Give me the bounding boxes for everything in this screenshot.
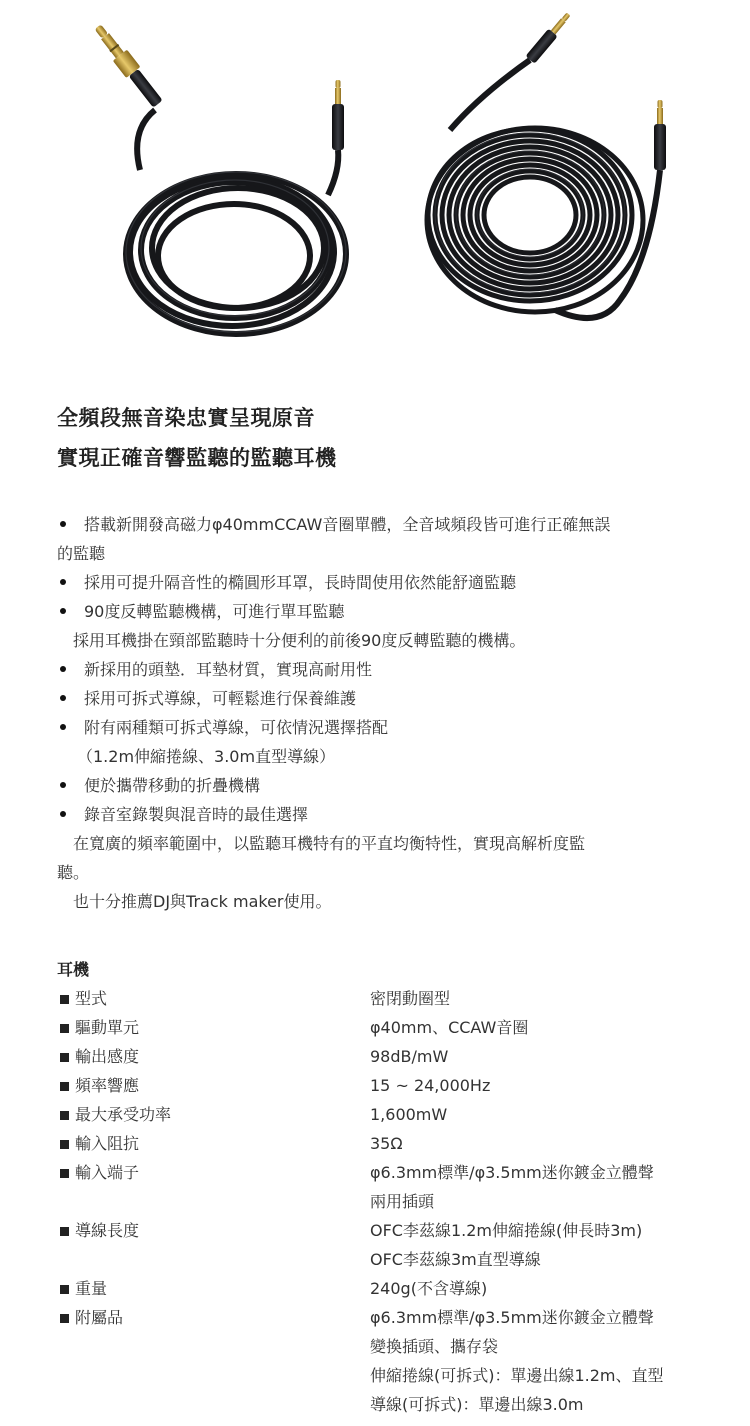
feature-item: 90度反轉監聽機構，可進行單耳監聽	[57, 597, 707, 626]
spec-value-cell	[370, 1274, 717, 1303]
square-bullet-icon	[60, 995, 69, 1004]
spec-value-cell	[370, 1100, 717, 1129]
feature-item: 附有兩種類可拆式導線，可依情況選擇搭配	[57, 713, 707, 742]
spec-row	[57, 1071, 717, 1100]
spec-row	[57, 1013, 717, 1042]
spec-label: 重量	[75, 1279, 108, 1298]
feature-note: 採用耳機掛在頸部監聽時十分便利的前後90度反轉監聽的機構。	[73, 631, 526, 650]
feature-text-cont: 的監聽	[57, 544, 106, 563]
spec-value-cell	[370, 1158, 717, 1216]
feature-item: 採用可提升隔音性的橢圓形耳罩，長時間使用依然能舒適監聽	[57, 568, 707, 597]
spec-value-cell	[370, 1129, 717, 1158]
square-bullet-icon	[60, 1140, 69, 1149]
spec-label-cell	[57, 1013, 370, 1042]
square-bullet-icon	[60, 1024, 69, 1033]
spec-title: 耳機	[57, 960, 90, 979]
spec-row	[57, 1303, 717, 1419]
square-bullet-icon	[60, 1314, 69, 1323]
spec-label: 輸入阻抗	[75, 1134, 140, 1153]
spec-value-cell	[370, 1071, 717, 1100]
spec-value: 35Ω	[370, 1134, 403, 1153]
spec-label: 驅動單元	[75, 1018, 140, 1037]
spec-row	[57, 1129, 717, 1158]
paragraph-text-cont: 聽。	[57, 863, 90, 882]
spec-label-cell	[57, 1303, 370, 1419]
spec-value-cell	[370, 1216, 717, 1274]
spec-value: φ6.3mm標準/φ3.5mm迷你鍍金立體聲	[370, 1308, 654, 1327]
product-image-cables	[0, 0, 750, 360]
spec-value-cell	[370, 1303, 717, 1419]
square-bullet-icon	[60, 1285, 69, 1294]
straight-cable-image	[91, 21, 346, 334]
cables-illustration	[0, 0, 750, 360]
feature-item: 新採用的頭墊．耳墊材質，實現高耐用性	[57, 655, 707, 684]
headline-line-2: 實現正確音響監聽的監聽耳機	[57, 446, 337, 470]
spec-label-cell	[57, 1158, 370, 1216]
square-bullet-icon	[60, 1053, 69, 1062]
feature-paragraph: 也十分推薦DJ與Track maker使用。	[73, 892, 332, 911]
feature-text: 搭載新開發高磁力φ40mmCCAW音圈單體，全音域頻段皆可進行正確無誤	[84, 515, 611, 534]
spec-value: 240g(不含導線)	[370, 1279, 488, 1298]
spec-row	[57, 1158, 717, 1216]
feature-item: 錄音室錄製與混音時的最佳選擇	[57, 800, 707, 829]
spec-label-cell	[57, 1129, 370, 1158]
feature-note: （1.2m伸縮捲線、3.0m直型導線）	[77, 747, 336, 766]
spec-row	[57, 1100, 717, 1129]
spec-value-cell	[370, 1013, 717, 1042]
spec-row	[57, 1042, 717, 1071]
spec-label-cell	[57, 1274, 370, 1303]
spec-label: 導線長度	[75, 1221, 140, 1240]
spec-label: 最大承受功率	[75, 1105, 172, 1124]
spec-value: φ40mm、CCAW音圈	[370, 1018, 529, 1037]
spec-label: 輸入端子	[75, 1163, 140, 1182]
square-bullet-icon	[60, 1082, 69, 1091]
feature-list	[57, 510, 707, 916]
spec-label: 輸出感度	[75, 1047, 140, 1066]
spec-value: 導線(可拆式)：單邊出線3.0m	[370, 1395, 584, 1414]
feature-item	[57, 510, 707, 568]
spec-value: 變換插頭、攜存袋	[370, 1337, 499, 1356]
spec-label: 頻率響應	[75, 1076, 140, 1095]
spec-value-cell	[370, 984, 717, 1013]
spec-label-cell	[57, 1100, 370, 1129]
spec-value: OFC李茲線3m直型導線	[370, 1250, 541, 1269]
paragraph-text: 在寬廣的頻率範圍中，以監聽耳機特有的平直均衡特性，實現高解析度監	[73, 834, 586, 853]
spec-label-cell	[57, 1216, 370, 1274]
spec-value: φ6.3mm標準/φ3.5mm迷你鍍金立體聲	[370, 1163, 654, 1182]
square-bullet-icon	[60, 1111, 69, 1120]
spec-value: 伸縮捲線(可拆式)：單邊出線1.2m、直型	[370, 1366, 664, 1385]
spec-value: OFC李茲線1.2m伸縮捲線(伸長時3m)	[370, 1221, 643, 1240]
spec-value: 15 ~ 24,000Hz	[370, 1076, 491, 1095]
headline	[57, 398, 337, 478]
spec-label: 附屬品	[75, 1308, 124, 1327]
spec-value: 1,600mW	[370, 1105, 448, 1124]
spec-row	[57, 1274, 717, 1303]
spec-value-cell	[370, 1042, 717, 1071]
spec-label: 型式	[75, 989, 108, 1008]
spec-value: 兩用插頭	[370, 1192, 435, 1211]
headline-line-1: 全頻段無音染忠實呈現原音	[57, 406, 315, 430]
feature-item: 採用可拆式導線，可輕鬆進行保養維護	[57, 684, 707, 713]
spec-label-cell	[57, 984, 370, 1013]
spec-label-cell	[57, 1071, 370, 1100]
spec-rows	[57, 984, 717, 1419]
spec-value: 密閉動圈型	[370, 989, 451, 1008]
spec-row	[57, 984, 717, 1013]
feature-paragraph	[57, 829, 707, 887]
spec-row	[57, 1216, 717, 1274]
spec-table	[57, 955, 717, 1419]
square-bullet-icon	[60, 1169, 69, 1178]
coiled-cable-image	[427, 10, 666, 318]
square-bullet-icon	[60, 1227, 69, 1236]
spec-label-cell	[57, 1042, 370, 1071]
feature-item: 便於攜帶移動的折疊機構	[57, 771, 707, 800]
spec-value: 98dB/mW	[370, 1047, 449, 1066]
